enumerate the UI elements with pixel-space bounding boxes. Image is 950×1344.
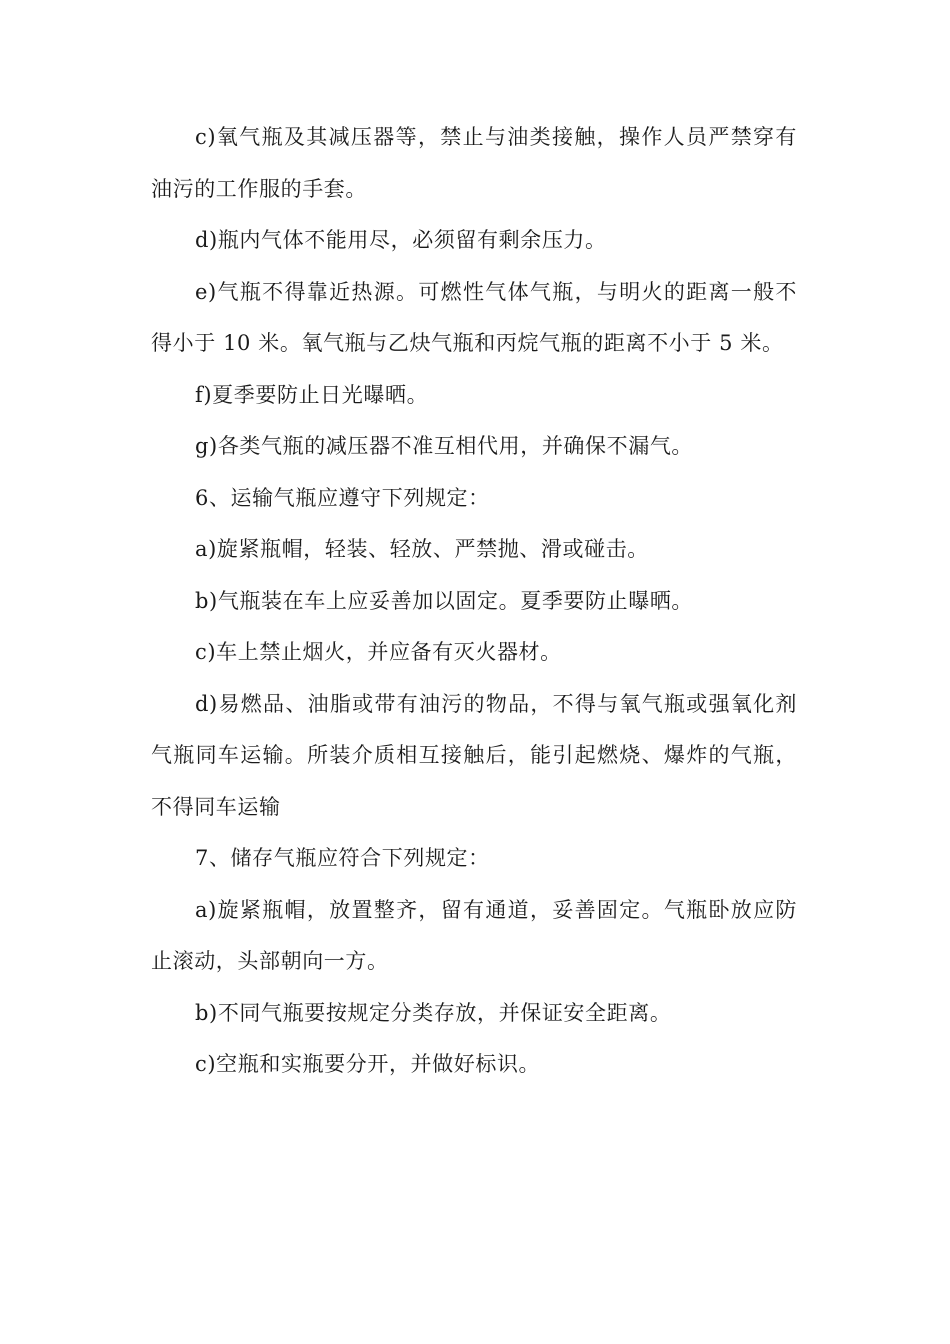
- section-heading-transport: 6、运输气瓶应遵守下列规定：: [195, 485, 490, 510]
- paragraph-c-storage-separate: c)空瓶和实瓶要分开，并做好标识。: [195, 1052, 541, 1076]
- paragraph-a-storage-cap: a)旋紧瓶帽，放置整齐，留有通道，妥善固定。气瓶卧放应防止滚动，头部朝向一方。: [151, 897, 797, 973]
- paragraph-f-summer-sun: f)夏季要防止日光曝晒。: [195, 382, 429, 407]
- section-heading-storage: 7、储存气瓶应符合下列规定：: [195, 846, 490, 870]
- document-body: [151, 112, 797, 1091]
- paragraph-a-transport-cap: a)旋紧瓶帽，轻装、轻放、严禁抛、滑或碰击。: [195, 537, 649, 561]
- paragraph-d-transport-flammables: d)易燃品、油脂或带有油污的物品，不得与氧气瓶或强氧化剂气瓶同车运输。所装介质相互接触后，能引起燃烧、爆炸的气瓶，不得同车运输: [151, 691, 797, 819]
- paragraph-b-storage-category: b)不同气瓶要按规定分类存放，并保证安全距离。: [195, 1000, 672, 1025]
- paragraph-e-heat-source-distance: e)气瓶不得靠近热源。可燃性气体气瓶，与明火的距离一般不得小于 10 米。氧气瓶与乙炔气瓶和丙烷气瓶的距离不小于 5 米。: [151, 279, 797, 355]
- paragraph-c-oxygen-cylinder: c)氧气瓶及其减压器等，禁止与油类接触，操作人员严禁穿有油污的工作服的手套。: [151, 125, 797, 201]
- paragraph-g-pressure-reducer: g)各类气瓶的减压器不准互相代用，并确保不漏气。: [195, 434, 694, 458]
- paragraph-c-transport-fire: c)车上禁止烟火，并应备有灭火器材。: [195, 640, 562, 664]
- paragraph-b-transport-fix: b)气瓶装在车上应妥善加以固定。夏季要防止曝晒。: [195, 588, 694, 613]
- paragraph-d-residual-pressure: d)瓶内气体不能用尽，必须留有剩余压力。: [195, 228, 607, 252]
